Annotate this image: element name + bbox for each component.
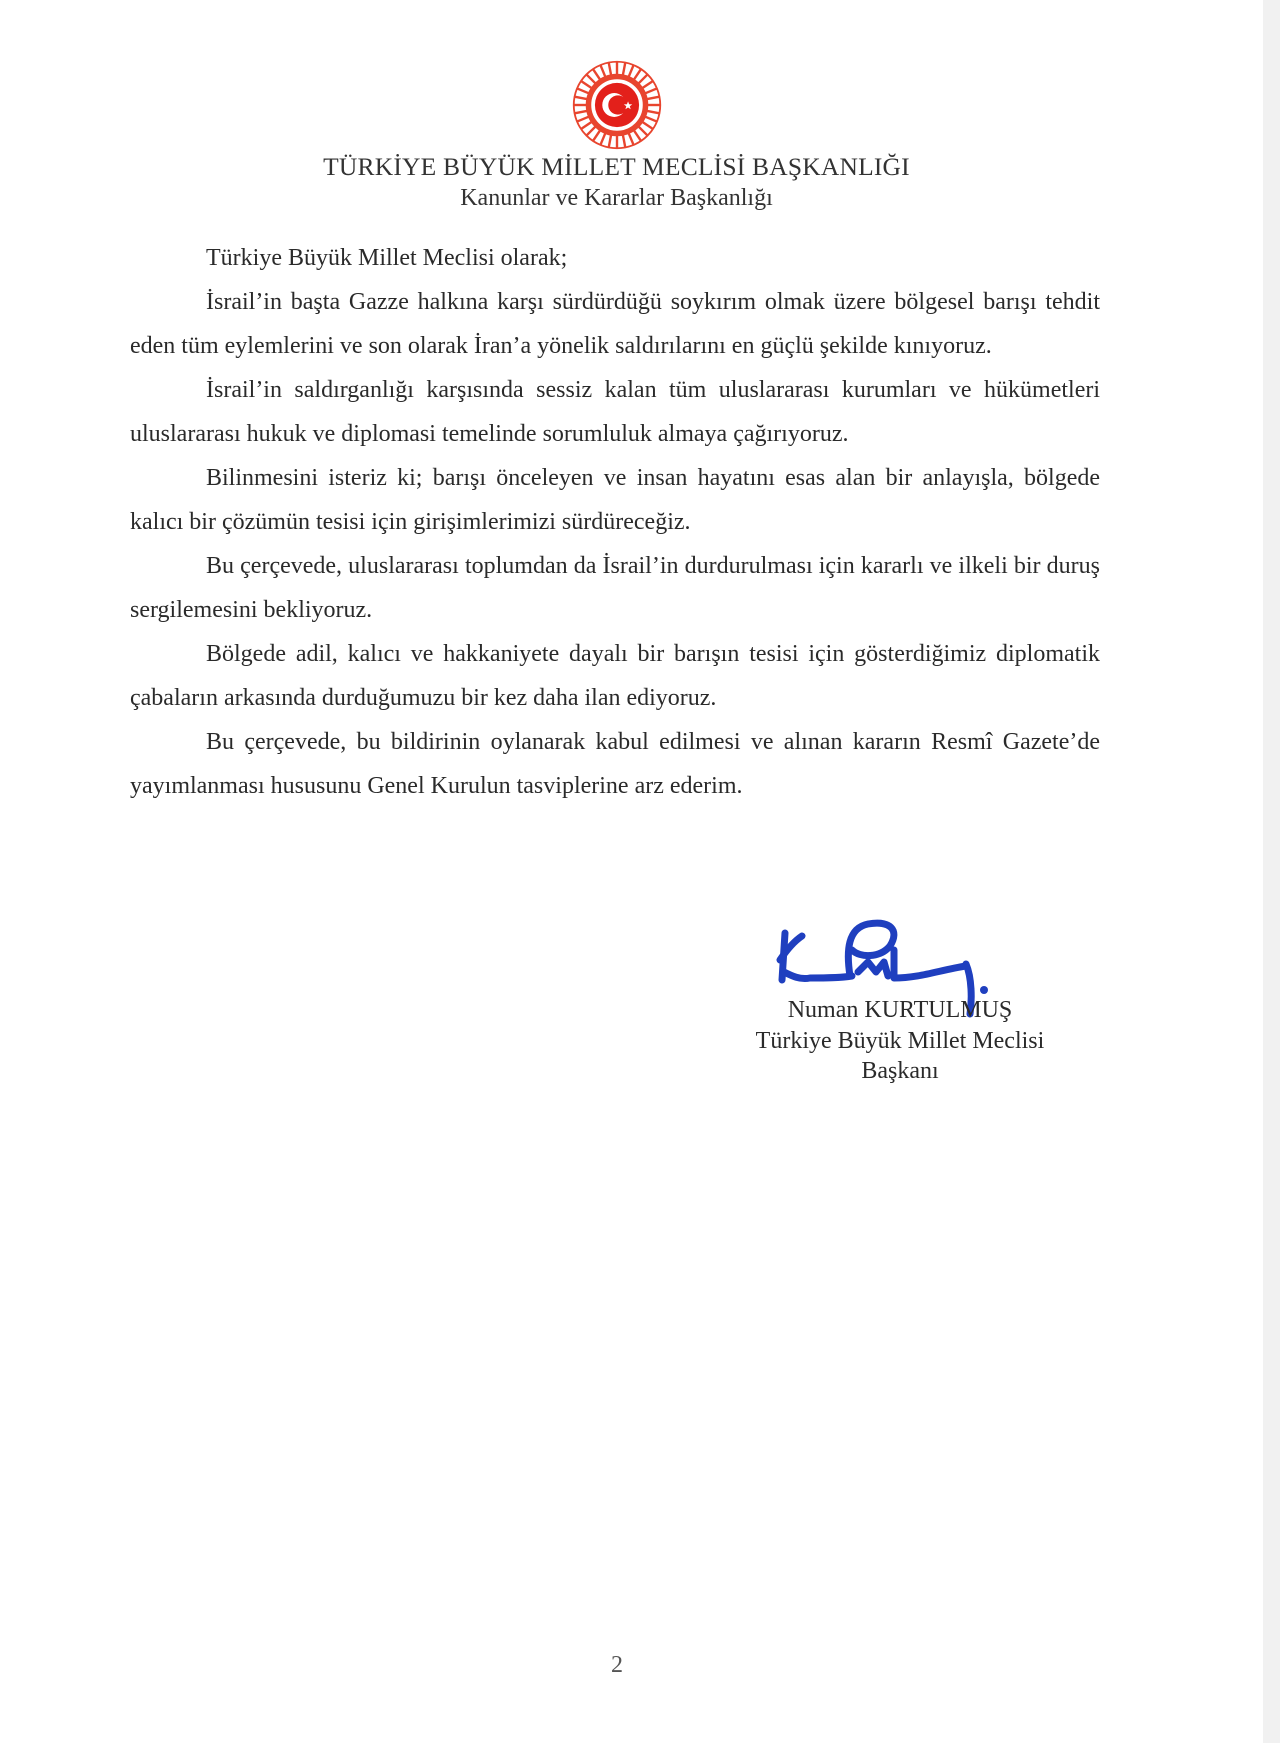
signer-organization: Türkiye Büyük Millet Meclisi xyxy=(755,1028,1045,1054)
signer-role: Başkanı xyxy=(861,1058,939,1084)
paragraph-submission: Bu çerçevede, bu bildirinin oylanarak kabul edilmesi ve alınan kararın Resmî Gazete’de yayımlanması hususunu Genel Kurulun tasviplerine arz ederim. xyxy=(130,729,1100,799)
paragraph-call-to-institutions: İsrail’in saldırganlığı karşısında sessiz kalan tüm uluslararası kurumları ve hükümetleri uluslararası hukuk ve diplomasi temelinde sorumluluk almaya çağırıyoruz. xyxy=(130,377,1100,447)
paragraph-opening: Türkiye Büyük Millet Meclisi olarak; xyxy=(206,245,568,271)
institution-title: TÜRKİYE BÜYÜK MİLLET MECLİSİ BAŞKANLIĞI xyxy=(323,152,910,181)
paragraph-condemnation: İsrail’in başta Gazze halkına karşı sürdürdüğü soykırım olmak üzere bölgesel barışı tehdit eden tüm eylemlerini ve son olarak İran’a yönelik saldırılarını en güçlü şekilde kınıyoruz. xyxy=(130,289,1100,359)
signer-name: Numan KURTULMUŞ xyxy=(787,997,1013,1023)
signature-block xyxy=(730,890,1110,1090)
paragraph-diplomatic-efforts: Bölgede adil, kalıcı ve hakkaniyete dayalı bir barışın tesisi için gösterdiğimiz diplomatik çabaların arkasında durduğumuzu bir kez daha ilan ediyoruz. xyxy=(130,641,1100,711)
department-subtitle: Kanunlar ve Kararlar Başkanlığı xyxy=(460,185,773,211)
paragraph-peace-initiatives: Bilinmesini isteriz ki; barışı önceleyen ve insan hayatını esas alan bir anlayışla, bölgede kalıcı bir çözümün tesisi için girişimlerimizi sürdüreceğiz. xyxy=(130,465,1100,535)
page-number: 2 xyxy=(611,1652,623,1678)
declaration-body xyxy=(130,236,1100,808)
tbmm-seal-icon xyxy=(571,59,663,151)
viewer-scrollbar-track[interactable] xyxy=(1263,0,1280,1743)
paragraph-international-community: Bu çerçevede, uluslararası toplumdan da İsrail’in durdurulması için kararlı ve ilkeli bir duruş sergilemesini bekliyoruz. xyxy=(130,553,1100,623)
